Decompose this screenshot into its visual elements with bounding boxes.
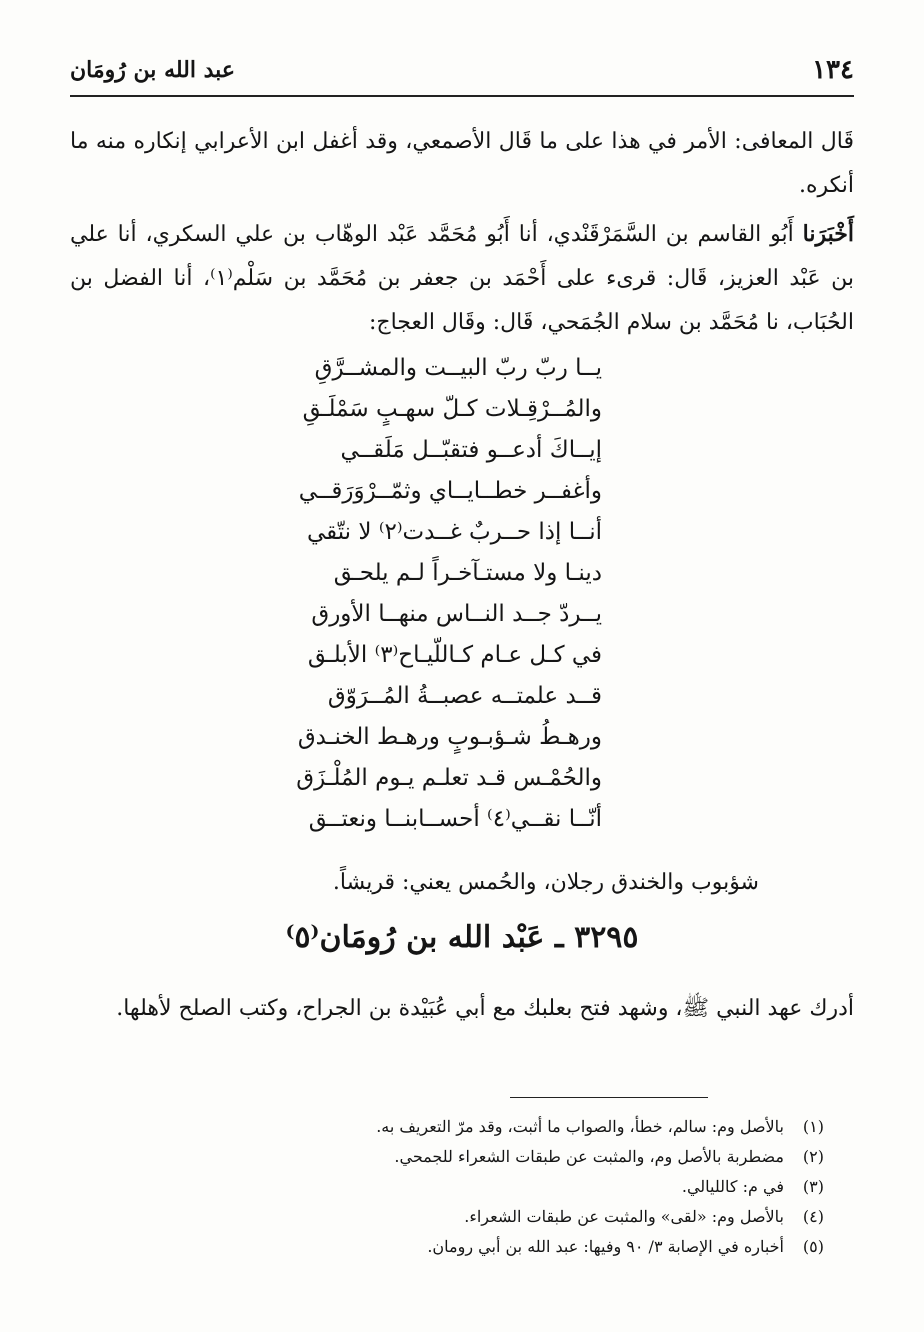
poem-block	[262, 348, 602, 840]
poem-verse: يــا ربّ ربّ البيــت والمشــرَّقِ	[314, 355, 602, 381]
footnote-divider	[510, 1097, 708, 1098]
poem-verse: دينـا ولا مستـآخـراً لـم يلحـق	[333, 560, 602, 586]
footnote-text: في م: كالليالي.	[681, 1177, 784, 1196]
biography-heading: ٣٢٩٥ ـ عَبْد الله بن رُومَان⁽٥⁾	[285, 920, 639, 955]
footnote	[100, 1232, 824, 1262]
poem-verse: أنــا إذا حــربٌ غــدت⁽٢⁾ لا نتّقي	[306, 519, 602, 545]
poem-verse: إيــاكَ أدعــو فتقبّــل مَلَقــي	[340, 437, 602, 463]
footnote-text: بالأصل وم: «لقى» والمثبت عن طبقات الشعراء.	[464, 1207, 784, 1226]
footnote-number: (٢)	[802, 1147, 824, 1166]
poem-verse: أنّــا نقــي⁽٤⁾ أحســابنــا ونعتــق	[308, 806, 602, 832]
poem-verse: ورهـطُ شـؤبـوبٍ ورهـط الخنـدق	[297, 724, 602, 750]
paragraph-muafa: قَال المعافى: الأمر في هذا على ما قَال الأصمعي، وقد أغفل ابن الأعرابي إنكاره منه ما أنكره.	[70, 129, 854, 198]
footnote-text: أخباره في الإصابة ٣/ ٩٠ وفيها: عبد الله بن أبي رومان.	[427, 1237, 784, 1256]
footnote-text: بالأصل وم: سالم، خطأ، والصواب ما أثبت، وقد مرّ التعريف به.	[376, 1117, 784, 1136]
header-divider	[70, 95, 854, 97]
paragraph-isnad	[70, 212, 854, 345]
poem-verse: يــردّ جــد النــاس منهــا الأورق	[311, 601, 602, 627]
footnote	[100, 1202, 824, 1232]
footnote-number: (٤)	[802, 1207, 824, 1226]
running-head	[70, 55, 854, 95]
isnad-text: أَبُو القاسم بن السَّمَرْقَنْدي، أنا أَبُو مُحَمَّد عَبْد الوهّاب بن علي السكري، أنا علي بن عَبْد العزيز، قَال: قرىء على أَحْمَد بن جعفر بن مُحَمَّد بن سَلْم⁽١⁾، أنا الفضل بن الحُبَاب، نا مُحَمَّد بن سلام الجُمَحي، قَال: وقَال العجاج:	[70, 222, 854, 335]
poem-verse: قــد علمتــه عصبــةُ المُــرَوّق	[327, 683, 602, 709]
poem-verse: والمُــرْقِـلات كـلّ سهـبٍ سَمْلَـقِ	[302, 396, 602, 422]
poem-verse: في كـل عـام كـاللّيـاح⁽٣⁾ الأبلـق	[307, 642, 602, 668]
poem-verse: والحُمْـس قـد تعلـم يـوم المُلْـزَق	[296, 765, 602, 791]
poem-verse: وأغفــر خطــايــاي وثمّــرْوَرَقــي	[298, 478, 602, 504]
footnotes	[100, 1112, 824, 1262]
footnote-text: مضطربة بالأصل وم، والمثبت عن طبقات الشعراء للجمحي.	[394, 1147, 784, 1166]
footnote-number: (٥)	[802, 1237, 824, 1256]
footnote	[100, 1172, 824, 1202]
page-number: ١٣٤	[812, 55, 854, 85]
poem-note: شؤبوب والخندق رجلان، والحُمس يعني: قريشاً.	[332, 870, 759, 895]
isnad-lead-word: أَخْبَرَنا	[802, 221, 854, 247]
footnote-number: (١)	[802, 1117, 824, 1136]
running-title: عبد الله بن رُومَان	[70, 57, 235, 83]
footnote	[100, 1112, 824, 1142]
paragraph-biography: أدرك عهد النبي ﷺ، وشهد فتح بعلبك مع أبي عُبَيْدة بن الجراح، وكتب الصلح لأهلها.	[116, 996, 854, 1021]
footnote	[100, 1142, 824, 1172]
footnote-number: (٣)	[802, 1177, 824, 1196]
